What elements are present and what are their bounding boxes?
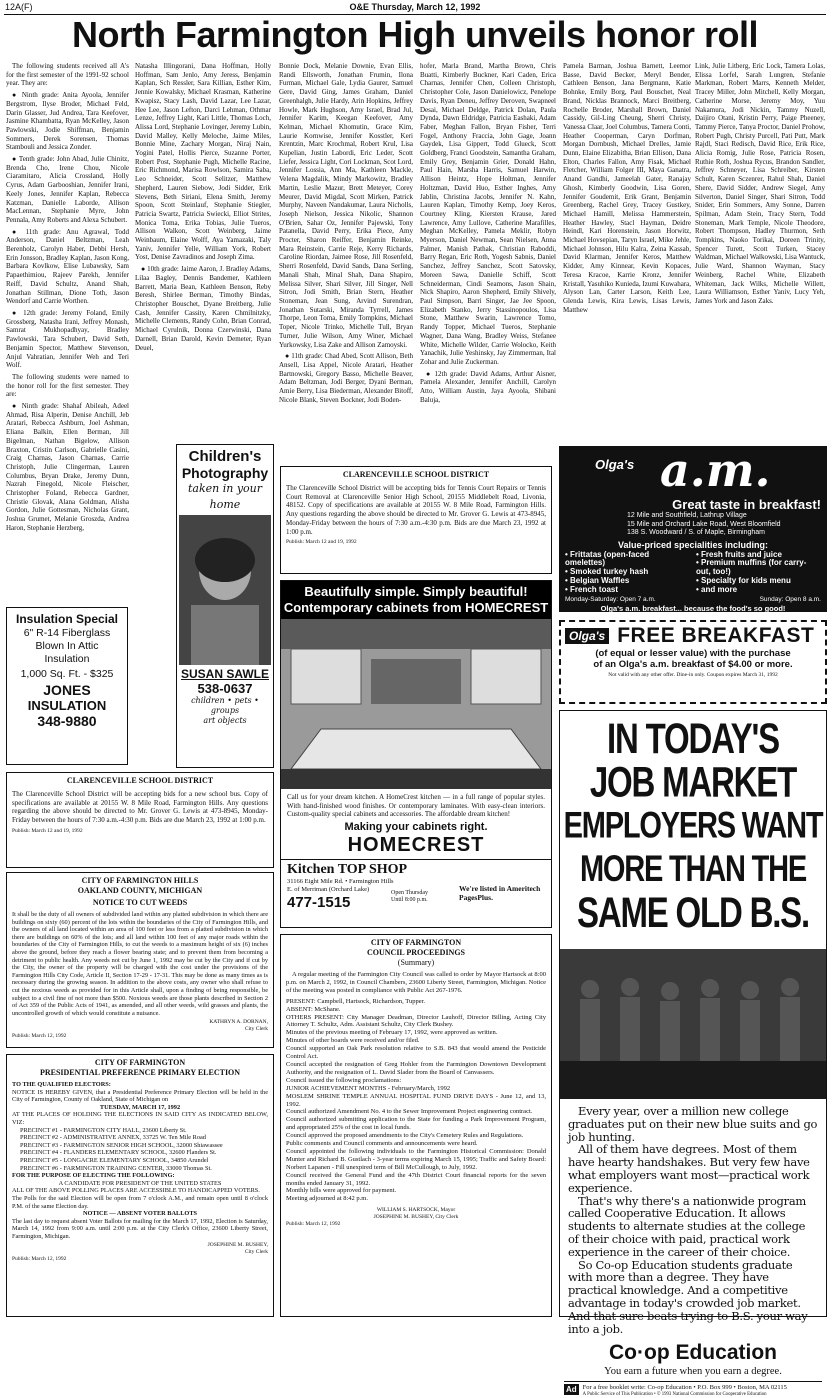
col5-names: Pamela Barman, Joshua Barnett, Leemor Basse, David Becker, Meryl Bender, Cathleen Benson, Jana Bergmann, Katie Bohnke, Emily Borg, Paul Bouschet, Neal Brand, Nicklas Brannock, Marci Breitberg, Rochelle Broder, Marshall Brown, Daniel Cassidy, Gil-Ling Cheung, Sherri Christy, Vanessa Claar, Joel Columbus, Tamera Conti, Heather Cooperman, Caryn Dorfman, Morgan Dornbush, Michael Drelles, Jamie Dunn, Elaine Elizabitha, Brian Ellison, Dana Elton, Charles Fallon, Amy Fisak, Michael Fletcher, William Folger III, Maya Ganatra, Anand Gandhi, Jameelah Gater, Ranajay Ghosh, Kimberly Goodwin, Lisa Goren, Jennifer Goudemit, Erik Grant, Benjamin Greenberg, Rachel Grey, Tracey Gustkey, Michael Hamill, Melissa Hammerstein, Heather Hawley, Stacl Hayman, Deidre Heindl, Kari Horenstein, Jason Horwitz, Michael Hovsepian, Taryn Israel, Mike Jehle, Michael Johnson, Hilu Kalra, Zeina Kassab, David Klarman, Jennifer Keros, Matthew Kidder, Amy Kinnear, Kevin Kopaces, Teresa Kracoe, Karrie Kronz, Jennifer Kristall, Yasuhiko Kunieda, Izumi Kuwahara, Alyson Lan, Carter Larson, Keith Lee, Glenda Lewis, Kira Lewis, Lisas Lewis, Matthew [563, 62, 691, 314]
election-access: ALL OF THE ABOVE POLLING PLACES ARE ACCESSIBLE TO HANDICAPPED VOTERS. [12, 1187, 260, 1195]
olgas-tagline: Great taste in breakfast! [672, 497, 821, 512]
olgas-slogan: Olga's a.m. breakfast... because the food's so good! [600, 604, 786, 614]
insulation-line-3: Blown In Attic [35, 640, 99, 652]
clarenceville-notice-bus [6, 772, 274, 868]
coop-footer-credit: A Public Service of This Publication • © 1993 National Commission for Cooperative Education [582, 1392, 767, 1398]
homecrest-tagline: Making your cabinets right. [344, 821, 488, 834]
article-intro: The following students received all A's for the first semester of the 1991-92 school year. They are: [6, 62, 129, 88]
insulation-phone: 348-9880 [37, 713, 97, 729]
olgas-special-item: • Specialty for kids menu [696, 575, 791, 585]
coop-logo: Co·op Education [609, 1341, 777, 1365]
kitchen-photo-icon [281, 619, 551, 789]
olgas-special-item: • Belgian Waffles [565, 575, 630, 585]
weeds-title-1: CITY OF FARMINGTON HILLS [81, 876, 199, 885]
article-col-4 [420, 62, 556, 462]
twelfth-grade-all-a: ● 12th grade: Jeremy Foland, Emily Grossberg, Natasha Irani, Jeffrey Monash, Samrat Mukhopadhyay, Bradley Pawlowski, Tara Schubert, David Seth, Benjamin Spector, Matthew Stevenson, Anjul Vahratian, Jennifer Weh and Teri Wolf. [6, 308, 129, 370]
council-others: OTHERS PRESENT: City Manager Deadman, Director Lauhoff, Director Billing, Acting City Attorney T. Schultz, Adm. Assistant Schultz, City Clerk Bushey. [286, 1013, 546, 1029]
olgas-logo: Olga's [595, 457, 635, 472]
article-col-3 [279, 62, 413, 462]
eleventh-grade-all-a: ● 11th grade: Anu Agrawal, Todd Anderson, Daniel Beltzman, Leah Berenholz, Carolyn Haber, Debbi Hersh, Erin Jonsson, Bradley Kaplan, Jason Kong, Barbara Kovlkow, Elise Lubawsky, Sam Papaethimiou, Rajeev Parekh, Jennifer Reiff, David Schultz, Anand Shah, Jonathan Stillman, Dione Toth, Jason Wendorf and Carrie Worthen. [6, 227, 129, 306]
olgas-coupon-line-2: of an Olga's a.m. breakfast of $4.00 or more. [593, 659, 793, 670]
honor-roll-intro: The following students were named to the honor roll for the first semester. They are: [6, 372, 129, 399]
precinct-item: PRECINCT #1 - FARMINGTON CITY HALL, 23600 Liberty St. [20, 1126, 187, 1134]
olgas-am-logo: a.m. [660, 443, 771, 497]
coop-headline-1: IN TODAY'S [607, 714, 779, 762]
weeds-pub: Publish: March 12, 1992 [12, 1033, 67, 1040]
col6-names: Link, Julie Litberg, Eric Lock, Tamera Lolas, Elissa Lorfel, Sarah Lungren, Stefanie Markman, Robert Marrs, Kenneth Melder, Tracey Miller, John Mitchell, Kelly Morgan, Catherine Morse, Jeremy Moy, Yuu Nakamura, Jodi Nickin, Tammy Nuzell, Daijiro Otani, Kristin Perry, Paige Pheeney, Tammy Pierce, Tanya Proctor, Daniel Prohow, Robert Pugh, Christy Purcell, Pati Putt, Mark Rajdl, Staci Redisch, David Rice, Erik Rice, Alicia Romig, Julie Rose, Patricia Rosen, Ruthie Roth, Joshua Rycus, Brandon Sandler, Jeffrey Schneyer, Lisa Schreiber, Kirsten Schult, Karen Sczenrer, Rahul Shah, Daniel Shere, David Sidder, Andrew Siegel, Amy Silverton, Daniel Singer, Shari Sitron, Todd Snider, Erin Sommers, Amy Sonne, Darren Spilman, Adam Stein, Tracy Stern, Todd Stoneman, Mark Temple, Nicole Theodore, Robert Thompson, Hadley Thurmon, Seth Tompkins, Naoko Torikai, Doreen Trinity, Spencer Turett, Scott Turken, Stacey Waldman, Michael Walkowski, Lisa Wantuck, Julie Ward, Shannon Wayman, Stacy Weinberg, Rachel White, Elizabeth Whiteman, Jack Wilks, Michelle Willett, Laura Williamson, Esther Yaniv, Lucy Yeh, James York and Jason Zaks. [695, 62, 825, 305]
council-item: JUNIOR ACHIEVEMENT MONTHS - February/March, 1992 [286, 1084, 451, 1092]
col2-names: Natasha Illingorani, Dana Hoffman, Holly Hoffman, Sam Jenlo, Amy Jeress, Benjamin Kaplan, Sch Ressler, Sara Killian, Esther Kim, Jennie Kowalsky, Michael Krasman, Katherine Kwapisz, Stacy Lash, David Lazar, Lee Lazar, Hee Lee, Jason Lefton, Darci Lehman, Othmar Lenze, Jeffrey Light, Kari Little, Thomas Loch, Alissa Lord, Stephanie Lovinger, Jeremy Lubin, David Malley, Kelly Meloche, Jaime Miles, Bonnie Mine, Zachary Morgan, Niraj Nain, Yogini Patel, Hollis Pierce, Suzanne Porter, Robert Post, Stephanie Pugh, Michelle Racine, Eric Richmond, Marisa Rowlson, Samira Saba, Leo Schneider, Scott Selitzer, Matthew Shepherd, Lauren Siebow, Jodi Sidder, Erik Slevens, Beth Siriani, Elena Smith, Jeremy Spoon, Scott Steinlauf, Stephanie Stiegler, Patricia Swartz, Patricia Swiecki, Elliot Strites, Monica Toma, Erika Tobias, Julie Tueros, Allison Walkon, Scott Weinberg, Jaime Weinbaum, Elaine Wolff, Aya Yamazaki, Taly Yaniv, Jennifer Yelle, William York, Robert Yost, Denise Zavradinos and Joseph Zima. [135, 62, 271, 262]
olgas-special-item: • Premium muffins (for carry-out, too!) [696, 558, 807, 577]
olgas-hours-weekday: Monday-Saturday: Open 7 a.m. [565, 596, 656, 604]
council-item: Council authorized Amendment No. 4 to the Sewer Improvement Project engineering contract. [286, 1108, 533, 1116]
election-sign-2: City Clerk [244, 1249, 268, 1256]
council-title-2: COUNCIL PROCEEDINGS [366, 948, 465, 957]
coop-slogan: You earn a future when you earn a degree. [604, 1366, 782, 1378]
twelfth-grade-honor: ● 12th grade: David Adams, Arthur Aisner, Pamela Alexander, Jennifer Anchill, Carolyn Atto, William Austin, Jaya Ayoola, Shibani Baluja, [420, 369, 556, 404]
olgas-location-2: 15 Mile and Orchard Lake Road, West Bloomfield [627, 520, 781, 528]
col3-names: Bonnie Dock, Melanie Downie, Evan Ellis, Randi Ellsworth, Jonathan Frumin, Ilona Furman, Michael Gale, Lydia Gaurer, Samuel Gere, David Ging, James Graham, Daniel Greenhalgh, Julie Hardy, Arin Hopkins, Jeffrey Howle, Mark Hughson, Amy Israel, Brad Jul, Jennifer Karim, Keegan Keefover, Amy Kelman, Michael Khomutin, Grace Kim, Laurie Kornwise, Jennifer Kosstler, Keri Krentzin, Marc Krochmal, Robert Krul, Lisa Kupelian, Justin Labordi, Eric Leder, Scott Liefer, Jessica Light, Cori Lockman, Scot Lord, Jennifer Lossia, Ann Ma, Kathleen Mackle, Velena Magdalik, Mindy Markowitz, Bradley Martin, Leslie Mazur, Brett Meteyer, Corey Meurer, David Migdal, Scott Mirken, Patrick Murphy, Naveen Nandakumar, Laura Nicholls, Joseph Nielson, Jessica Nikolic, Shannon O'Brien, Sahar Oz, Jennifer Pajewski, Tony Patanella, David Perry, Erika Piece, Amy Procter, Sharon Reiffer, Benjamin Reinke, Mara Reinstein, Carrie Reje, Kerry Richards, Caroline Riordan, Jaimee Rose, Jill Rosenfeld, Sherri Rosenfeld, David Sands, Dana Serling, Manali Shah, Minal Shah, Dana Shapiro, Melissa Silver, Shari Silver, Jill Singer, Nell Sitron, Jodi Smith, Brian Stern, Heather Stoneman, Jean Sung, Arvind Surendran, Jonathan Sutarski, Miranda Tyrrell, James Thorpe, Leon Toma, Emily Tompkins, Michael Toper, Nicole Trinko, Michelle Tull, Bryan Turner, Julie Wilson, Amy Winer, Michael Yurkowsky, Lisa Zake and Allison Zamoyski. [279, 62, 413, 349]
coop-headline [560, 714, 826, 936]
homecrest-banner [281, 581, 551, 619]
council-item: Council approved the proposed amendments to the City's Cemetery Rules and Regulations. [286, 1132, 524, 1140]
insulation-title: Insulation Special [15, 612, 119, 626]
insulation-line-4: Insulation [44, 653, 90, 665]
weeds-notice [6, 872, 274, 1048]
clarenceville-notice-tennis [280, 466, 552, 574]
article-col-6 [695, 62, 825, 440]
council-item: Council issued the following proclamations: [286, 1076, 402, 1084]
photo-ad-subjects: children • pets • groups [191, 696, 259, 715]
kitchen-shop-phone: 477-1515 [287, 894, 351, 912]
page-number: 12A(F) [5, 2, 33, 12]
council-title-1: CITY OF FARMINGTON [370, 938, 462, 947]
clarenceville-body-2: The Clarenceville School District will be accepting bids for a new school bus. Copy of specifications are available at 20155 W. 8 Mile Road, Farmington Hills. Any questions regarding the above should be directed to Mr. Grover G. Lewis at 473-8945, Monday-Friday between the hours of 7:30 a.m.-4:30 p.m. Bids are due March 23, 1992 at 1:00 p.m. [12, 790, 268, 825]
council-item: Council received the General Fund and the 47th District Court financial reports for the seven months ended January 31, 1992. [286, 1171, 546, 1187]
olgas-coupon [559, 620, 827, 704]
homecrest-headline-1: Beautifully simple. Simply beautiful! [304, 584, 528, 599]
coop-headline-4: MORE THAN THE [579, 848, 807, 890]
olgas-coupon-title: FREE BREAKFAST [617, 624, 815, 647]
photographer-name: SUSAN SAWLE [180, 667, 269, 681]
photo-ad-tagline: taken in your home [187, 482, 262, 511]
election-candidate: A CANDIDATE FOR PRESIDENT OF THE UNITED STATES [58, 1179, 222, 1187]
olgas-specials-left [565, 551, 690, 595]
council-item: MOSLEM SHRINE TEMPLE ANNUAL HOSPITAL FUND DRIVE DAYS - June 12, and 13, 1992. [286, 1092, 546, 1108]
council-item: Minutes of other boards were received and/or filed. [286, 1037, 420, 1045]
precinct-item: PRECINCT #2 - ADMINISTRATIVE ANNEX, 33725 W. Ten Mile Road [20, 1134, 206, 1142]
insulation-brand-1: JONES [43, 682, 91, 698]
coop-footer-address: For a free booklet write: Co-op Education • P.O. Box 999 • Boston, MA 02115 [582, 1384, 787, 1392]
precinct-item: PRECINCT #3 - FARMINGTON SENIOR HIGH SCHOOL, 32000 Shiawassee [20, 1141, 223, 1149]
absent-voter-heading: NOTICE — ABSENT VOTER BALLOTS [82, 1210, 198, 1218]
coop-education-ad [559, 710, 827, 1398]
council-item: Meeting adjourned at 8:42 p.m. [286, 1195, 368, 1203]
ninth-grade-all-a: ● Ninth grade: Anita Ayoola, Jennifer Bergstrom, Ilyse Broder, Michael Feld, Darin Glasser, Jud Andrea, Tara Keefover, Jasmine Khambatta, Ryan McKelley, Jason Pawlowski, Jodie Shiffman, Benjamin Sommers, Derek Sorensen, Thomas Stambouli and Jessica Zonder. [6, 91, 129, 152]
council-item: Council accepted the resignation of Greg Hohler from the Farmington Downtown Development Authority, and the resignation of L. David Slader from the Board of Canvassers. [286, 1060, 546, 1076]
election-title-1: CITY OF FARMINGTON [94, 1058, 186, 1067]
olgas-coupon-header [565, 624, 821, 648]
olgas-special-item: • Smoked turkey hash [565, 567, 649, 577]
insulation-ad [6, 607, 128, 765]
clarenceville-title-1: CLARENCEVILLE SCHOOL DISTRICT [342, 470, 490, 479]
election-polls: The Polls for the said Election will be open from 7 o'clock A.M., and remain open until 8 o'clock P.M. of the same Election day. [12, 1194, 268, 1210]
child-photo-icon [179, 515, 271, 665]
olgas-specials-title: Value-priced specialities including: [617, 539, 769, 550]
kitchen-shop-address-1: 31166 Eight Mile Rd. • Farmington Hills [287, 878, 394, 886]
eleventh-grade-honor: ● 11th grade: Chad Abed, Scott Allison, Beth Ansell, Lisa Appel, Nicole Aratari, Heather Bartnowski, Gregory Basso, Michelle Beaver, Adam Beltzman, Jodi Berger, Dyani Berman, Amie Berry, Lisa Biederman, Alexander Bitoff, Nicole Blank, Steven Bockner, Jodi Boden- [279, 352, 413, 404]
olgas-location-3: 138 S. Woodward / S. of Maple, Birmingham [627, 529, 765, 536]
photo-ad-phone: 538-0637 [197, 681, 253, 696]
election-body [12, 1081, 268, 1240]
council-item: Monthly bills were approved for payment. [286, 1187, 397, 1195]
weeds-title-3: NOTICE TO CUT WEEDS [92, 898, 188, 907]
council-pub: Publish: March 12, 1992 [286, 1221, 341, 1228]
coop-footer-text [583, 1384, 787, 1398]
article-col-5 [563, 62, 691, 462]
election-notice [6, 1054, 274, 1317]
article-col-2 [135, 62, 271, 442]
council-absent: ABSENT: McShane. [286, 1005, 341, 1013]
homecrest-ad [280, 580, 552, 928]
election-purpose: FOR THE PURPOSE OF ELECTING THE FOLLOWING: [12, 1172, 175, 1180]
insulation-brand-2: INSULATION [27, 698, 107, 713]
election-to: TO THE QUALIFIED ELECTORS: [12, 1081, 111, 1088]
masthead: O&E Thursday, March 12, 1992 [349, 2, 481, 12]
election-places: AT THE PLACES OF HOLDING THE ELECTIONS IN SAID CITY AS INDICATED BELOW, VIZ: [12, 1111, 268, 1126]
tenth-grade-honor: ● 10th grade: Jaime Aaron, J. Bradley Adams, Lilaa Bagley, Dennis Bandemer, Kathleen Barrett, Maria Bean, Kathleen Benson, Reby Beresh, Shirlee Berman, Timothy Bindas, Christopher Bouschet, Dyane Breitberg, Julie Cash, Jennifer Cassity, Karen Chmilnitzky, Michelle Clements, Randy Cohn, Brian Conrad, Michael Cyrulnik, Donna Czerwinski, Dana Darnell, Brian Darold, Kevin Demeter, Ryan Deuel, [135, 265, 271, 352]
kitchen-shop-address-2: E. of Merriman (Orchard Lake) [287, 886, 370, 894]
olgas-am-ad [559, 443, 827, 614]
election-date: TUESDAY, MARCH 17, 1992 [99, 1103, 181, 1111]
ad-council-icon: Ad [566, 1385, 577, 1395]
absent-voter-body: The last day to request absent Voter Ballots for mailing for the March 17, 1992, Election is Saturday, March 14, 1992 from 9:00 a.m. until 2:00 p.m. at the City Clerk's Office, 23600 Liberty Street, Farmington, Michigan. [12, 1217, 268, 1240]
council-body [286, 971, 546, 1203]
clarenceville-body-1: The Clarenceville School District will be accepting bids for Tennis Court Repairs or Tennis Court Removal at Clarenceville Senior High School, 20155 Middlebelt Road, Livonia, 48152. Copy of specifications are available at 20155 W. 8 Mile Road, Farmington Hills. Any questions regarding the above should be directed to Mr. Grover G. Lewis at 473-8945, Monday-Friday between the hours of 7:30 a.m.-4:30 p.m. Bids are due March 23, 1992 at 1:00 p.m. [286, 484, 546, 536]
council-minutes: Minutes of the previous meeting of February 17, 1992, were approved as written. [286, 1029, 498, 1037]
pagesplus-listing: We're listed in Ameritech PagesPlus. [459, 884, 541, 903]
coop-body [560, 1099, 826, 1341]
olgas-coupon-line-1: (of equal or lesser value) with the purchase [595, 648, 791, 659]
coop-paragraph-1: Every year, over a million new college graduates put on their new blue suits and go job hunting. [568, 1104, 818, 1144]
council-item: Council authorized submitting application to the State for funding a Park Improvement Program, and appropriated 25% of the cost in local funds. [286, 1116, 546, 1132]
homecrest-logo: HOMECREST [347, 834, 485, 857]
olgas-special-item: • French toast [565, 584, 619, 594]
coop-paragraph-3: That's why there's a nationwide program called Cooperative Education. It allows students to alternate studies at the college of their choice with paid, practical work experience in the career of their choice. [568, 1193, 806, 1259]
council-present: PRESENT: Campbell, Hartsock, Richardson, Tupper. [286, 997, 426, 1005]
olgas-hours [565, 595, 821, 604]
photo-ad-line-1: Children's [188, 448, 262, 465]
council-sign-1: WILLIAM S. HARTSOCK, Mayor [376, 1207, 456, 1214]
photo-ad-line-2: Photography [181, 465, 269, 481]
council-item: Public comments and Council comments and announcements were heard. [286, 1140, 478, 1148]
precinct-list [12, 1127, 268, 1173]
olgas-coupon-fine: Not valid with any other offer. Dine-in only. Coupon expires March 31, 1992 [608, 672, 778, 678]
coop-paragraph-2: All of them have degrees. Most of them have hearty handshakes. But very few have what employers want most—practical work experience. [568, 1142, 810, 1195]
weeds-body: It shall be the duty of all owners of subdivided land within any platted subdivision in which there are buildings on sixty (60) percent of the lots within the boundaries of the City of Farmington Hills, and the owners of all land located within an area of 100 feet or less from a platted subdivision in which there are buildings on 60% of the lots; and all land within 100 feet of any major roads within the boundaries of the City of Farmington Hills, to cut the weeds to a maximum height of six (6) inches above the ground, before they reach a flower bearing state; and to prevent them from becoming a detriment to public health. Any weeds not cut by June 1, 1992 may be cut by the City and if cut by the City, the owner of the property will be charged with the cost under the provisions of the Farmington Hills City Code, Article II, Section 17-29 - 17-31. This may be done as many times as is necessary during the growing season. In addition to the above costs, any owner who shall refuse to cut the noxious weeds as provided for in this Article shall, upon a finding of being responsible, be subject to a civil fine of not more than $500. Noxious weeds are those plants described in Section 2 of Act 359 of the Public Acts of 1941, as amended, and all other weeds, wild grasses and plants, the uncontrolled growth of which would constitute a nuisance. [12, 911, 268, 1017]
clarenceville-pub-1: Publish: March 12 and 19, 1992 [286, 539, 357, 546]
article-col-1 [6, 62, 129, 602]
olgas-coupon-logo: Olga's [565, 628, 609, 644]
kitchen-shop-info [281, 859, 551, 924]
weeds-sign-2: City Clerk [244, 1026, 268, 1033]
olgas-special-item: • Fresh fruits and juice [696, 549, 782, 559]
precinct-item: PRECINCT #4 - FLANDERS ELEMENTARY SCHOOL, 32600 Flanders St. [20, 1149, 217, 1157]
olgas-hours-sunday: Sunday: Open 8 a.m. [759, 596, 821, 604]
col4-names: hofer, Marla Brand, Martha Brown, Chris Buatti, Kimberly Buckner, Kari Caden, Erica Charnas, Jennifer Chen, Colleen Christoph, Christopher Cole, Jason Danielowicz, Penelope Davis, Ryan Deneu, Jeffrey Deroven, Swapneel Desai, Michael Deldge, Patrick Dolan, Paula Dynda, Dawn Eldridge, Patricia Eashaki, Adam Faber, Meghan Fallon, Bryan Fisher, Terri Fogel, Anthony Fraccia, John Gage, Joann Gaydek, Lisa Gippert, Todd Glueck, Scott Goldberg, Franci Goodstein, Samantha Graham, Emily Grey, Benjamin Grier, Donald Hahn, Paul Hain, Marsha Harris, Samuel Harwin, Allison Heintz, Hope Holtman, Jennifer Holtzman, David Huo, Esther Inghes, Amy Jablin, Christina Jacobs, Jennifer N. Kahn, Lauren Kaplan, Timothy Kemp, Joey Keros, Courtney Kling, Kiersten Krause, Jared Lawrence, Amy Lullove, Catherine Marafilles, Meghan McKelley, Pamela Meklir, Robyn Myerson, Daniel Newman, Sean Nielsen, Anna Palmer, Manish Pathak, Christian Raboddi, Barry Regan, Eric Roth, Yogesh Sabnis, Daniel Sanchez, Jeffrey Sanchez, Scott Satovsky, Moreen Sawa, Danielle Schiff, Scott Schneiderman, Cindi Seamons, Jason Shain, Nick Shapiro, Aaron Shepherd, Emily Shively, Paul Simpson, Barri Singer, Jae Jee Spoon, Elizabeth Stanko, Jerry Stassinopoulos, Lisa Stone, Matthew Swarin, Lawrence Tomo, Randy Topper, Michael Tueros, Stephanie Wagner, Dana Wang, Bradley Weiss, Stefanee White, Michelle Wilder, Carrie Wolocko, Keith Yanachik, Julie Yeshinsky, Jay Zimmerman, Ital Zohar and Julie Zuckerman. [420, 62, 556, 366]
ninth-grade-honor: ● Ninth grade: Shahaf Abileah, Adeel Ahmad, Risa Alperin, Denise Anchill, Jeb Aratari, Rebecca Ashburn, Joel Ashman, Eliana Balkin, Ellen Berman, Jill Bigelman, Nathan Bigelow, Allison Braxton, Cristin Carlson, Gabrielle Casini, Craig Charnas, Jason Charnas, Carrie Christoph, Julie Clingerman, Lauren Columbus, Bryan Drake, Jeremy Dunn, Nazrah Finegold, Nicole Fleischer, Christopher Foland, Rebecca Gardner, Christie Glovak, Alana Goldman, Alisha Gordon, Julie Gottesman, Nicholas Grant, Joshua Grumet, Melanie Groszda, Andrea Haron, Stephanie Herzberg, [6, 402, 129, 532]
olgas-special-item: • Frittatas (open-faced omelettes) [565, 549, 650, 568]
precinct-item: PRECINCT #6 - FARMINGTON TRAINING CENTER, 33000 Thomas St. [20, 1164, 212, 1172]
council-proceedings-notice [280, 934, 552, 1317]
election-title-2: PRESIDENTIAL PREFERENCE PRIMARY ELECTION [39, 1068, 241, 1077]
kitchen-shop-hours: Open Thursday Until 8:00 p.m. [391, 890, 429, 904]
insulation-line-2: 6" R-14 Fiberglass [23, 627, 111, 639]
election-pub: Publish: March 12, 1992 [12, 1256, 67, 1263]
homecrest-headline-2: Contemporary cabinets from HOMECREST [283, 600, 549, 615]
coop-headline-3: EMPLOYERS WANT [563, 805, 823, 847]
olgas-specials [565, 551, 821, 595]
olgas-specials-right [696, 551, 821, 595]
olgas-location-1: 12 Mile and Southfield, Lathrup Village [627, 512, 747, 519]
graduates-photo-icon [560, 949, 826, 1099]
coop-paragraph-4: So Co-op Education students graduate with more than a degree. They have practical knowledge. And a competitive advantage in today's crowded job market. And that sure beats trying to B.S. your way into a job. [568, 1257, 808, 1336]
council-item: Council appointed the following individuals to the Farmington Historical Commission: Donald Munter and Richard B. Gustlach - 3-year terms expiring March 15, 1995; Traffic and Safety Board: Norbert Lapanen - Fill unexpired term of Bill McCullough, to July, 1992. [286, 1147, 546, 1171]
homecrest-body: Call us for your dream kitchen. A HomeCrest kitchen — in a full range of popular styles. With hand-finished wood finishes. Or contemporary laminates. With easy-clean interiors. Custom-quality special cabinets and accessories. The affordable dream kitchen! [287, 793, 545, 819]
election-notice-text: NOTICE IS HEREBY GIVEN, that a Presidential Preference Primary Election will be held in the City of Farmington, County of Oakland, State of Michigan on [12, 1088, 268, 1104]
headline: North Farmington High unveils honor roll [72, 14, 758, 55]
election-sign-1: JOSEPHINE M. BUSHEY, [207, 1242, 268, 1249]
weeds-title-2: OAKLAND COUNTY, MICHIGAN [77, 886, 203, 895]
council-title-3: (Summary) [397, 958, 435, 967]
photography-ad [176, 444, 274, 768]
olgas-am-header [565, 443, 821, 497]
photo-ad-art: art objects [203, 716, 247, 725]
coop-footer [564, 1381, 822, 1398]
coop-headline-2: JOB MARKET [589, 757, 797, 806]
precinct-item: PRECINCT #5 - LONGACRE ELEMENTARY SCHOOL, 34850 Arundel [20, 1156, 209, 1164]
clarenceville-pub-2: Publish: March 12 and 19, 1992 [12, 827, 83, 834]
council-items-list [286, 1037, 546, 1203]
council-intro: A regular meeting of the Farmington City Council was called to order by Mayor Hartsock at 8:00 p.m. on March 2, 1992, in Council Chambers, 23600 Liberty Street, Farmington, Michigan. Notice of the meeting was posted in compliance with Public Act 267-1976. [286, 971, 546, 994]
council-sign-2: JOSEPHINE M. BUSHEY, City Clerk [373, 1214, 459, 1221]
clarenceville-title-2: CLARENCEVILLE SCHOOL DISTRICT [66, 776, 214, 785]
olgas-locations [565, 512, 821, 538]
olgas-special-item: • and more [696, 584, 738, 594]
insulation-price: 1,000 Sq. Ft. - $325 [20, 668, 114, 680]
tenth-grade-all-a: ● Tenth grade: John Abad, Julie Chinitz, Brenda Cho, Irene Chou, Nicole Ciaramitaro, Alicia Crossland, Holly Cyrus, Adam Garbooshian, Jennifer Irani, Keely Jones, Jennifer Kaplan, Rebecca Katzman, Danielle Laborde, Allison MacLennan, Stephanie Myre, John Pennala, Amy Roberts and Alexa Schubert. [6, 155, 129, 224]
council-item: Council supported an Oak Park resolution relative to S.B. 843 that would amend the Pesticide Control Act. [286, 1045, 546, 1061]
kitchen-shop-name: Kitchen TOP SHOP [287, 862, 408, 878]
weeds-sign-1: KATHRYN A. DORNAN, [209, 1019, 268, 1026]
coop-headline-5: SAME OLD B.S. [577, 888, 809, 936]
